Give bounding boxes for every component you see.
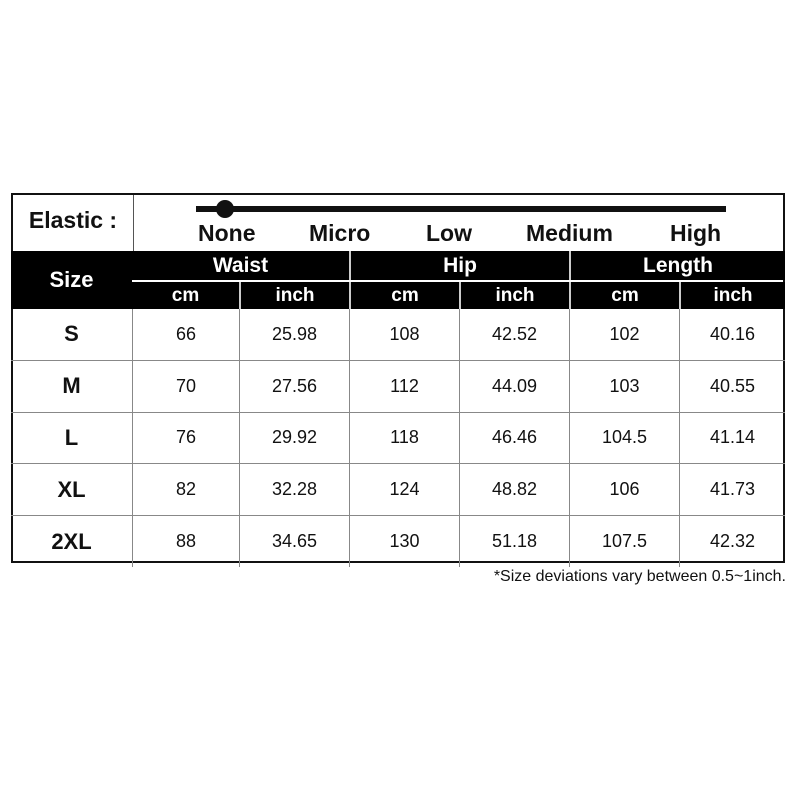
table-cell: 76: [132, 413, 239, 464]
table-cell: 41.73: [679, 464, 785, 515]
table-cell: 41.14: [679, 413, 785, 464]
elastic-label: Elastic :: [28, 207, 118, 233]
table-cell: 66: [132, 309, 239, 360]
table-cell: 48.82: [459, 464, 569, 515]
table-cell: 27.56: [239, 361, 349, 412]
waist-group-header: Waist: [132, 251, 349, 280]
table-cell: 42.32: [679, 516, 785, 567]
size-label: S: [64, 321, 79, 347]
elastic-level-high: High: [670, 220, 722, 246]
table-cell: 46.46: [459, 413, 569, 464]
table-cell: 42.52: [459, 309, 569, 360]
table-cell: 130: [349, 516, 459, 567]
size-label: 2XL: [51, 528, 92, 554]
table-cell: 112: [349, 361, 459, 412]
table-cell: 25.98: [239, 309, 349, 360]
table-row: [11, 463, 785, 515]
table-cell: 104.5: [569, 413, 679, 464]
elastic-scale-bar: [196, 206, 726, 212]
table-cell: 29.92: [239, 413, 349, 464]
table-cell: 40.55: [679, 361, 785, 412]
table-cell: 102: [569, 309, 679, 360]
unit-header: inch: [679, 282, 785, 309]
size-label: XL: [57, 476, 86, 502]
table-cell: 82: [132, 464, 239, 515]
table-cell: 88: [132, 516, 239, 567]
elastic-level-micro: Micro: [309, 220, 371, 246]
unit-header: inch: [239, 282, 349, 309]
table-row: [11, 360, 785, 412]
table-row: [11, 515, 785, 567]
size-table-body: [11, 309, 785, 567]
elastic-level-medium: Medium: [526, 220, 613, 246]
size-label: M: [62, 373, 81, 399]
elastic-level-none: None: [198, 220, 256, 246]
unit-header: cm: [132, 282, 239, 309]
table-cell: 34.65: [239, 516, 349, 567]
table-cell: 40.16: [679, 309, 785, 360]
elastic-level-low: Low: [426, 220, 472, 246]
elastic-divider: [133, 195, 134, 254]
size-label: L: [64, 424, 79, 450]
unit-header: cm: [569, 282, 679, 309]
unit-header: cm: [349, 282, 459, 309]
table-row: [11, 412, 785, 464]
table-cell: 51.18: [459, 516, 569, 567]
table-cell: 103: [569, 361, 679, 412]
table-cell: 124: [349, 464, 459, 515]
size-column-header: Size: [11, 251, 132, 309]
unit-header: inch: [459, 282, 569, 309]
length-group-header: Length: [569, 251, 785, 280]
table-cell: 118: [349, 413, 459, 464]
hip-group-header: Hip: [349, 251, 569, 280]
table-cell: 44.09: [459, 361, 569, 412]
table-cell: 107.5: [569, 516, 679, 567]
size-deviation-note: *Size deviations vary between 0.5~1inch.: [493, 568, 786, 585]
table-cell: 108: [349, 309, 459, 360]
elastic-indicator: [216, 200, 234, 218]
table-cell: 106: [569, 464, 679, 515]
table-cell: 32.28: [239, 464, 349, 515]
table-row: [11, 309, 785, 360]
table-cell: 70: [132, 361, 239, 412]
